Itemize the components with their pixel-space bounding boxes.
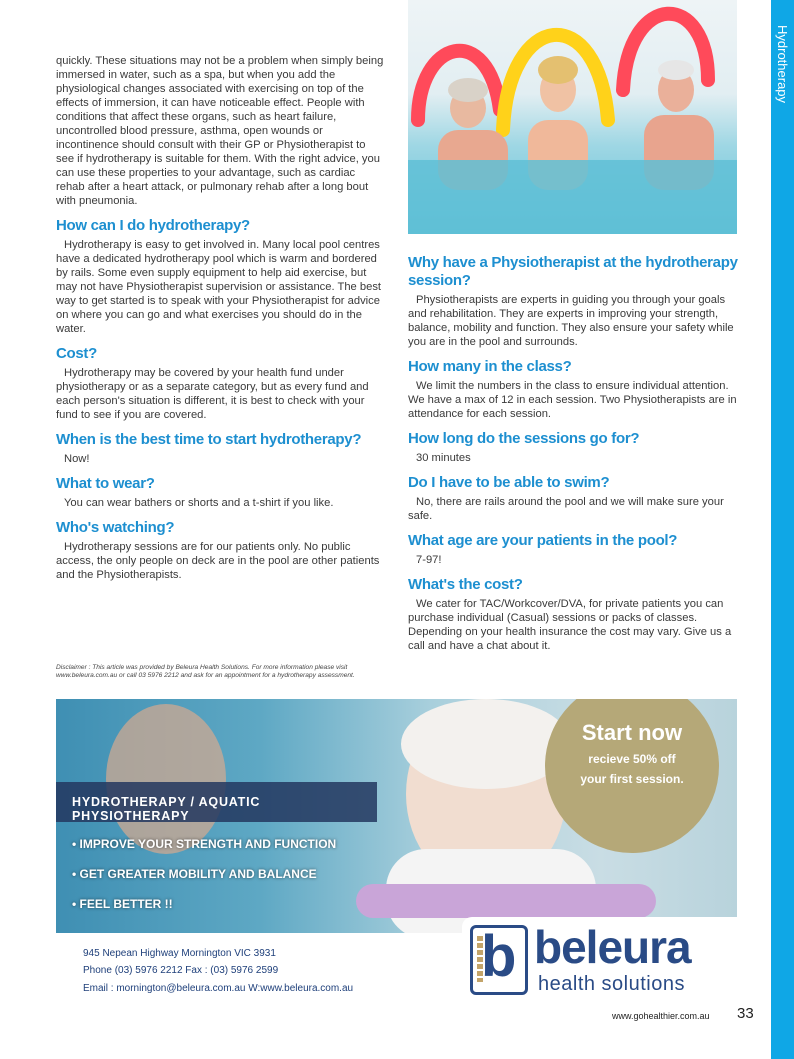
pool-illustration (408, 0, 737, 234)
body-how-many: We limit the numbers in the class to ensure individual attention. We have a max of 12 in each session. Two Physiotherapists are in attendance for each session. (408, 380, 737, 420)
intro-paragraph: quickly. These situations may not be a problem when simply being immersed in water, such as a spa, but when you add the physiological changes associated with exercising on top of the effects of immersion, it can have noticeable effect. People with conditions that affect these organs, such as heart failure, uncontrolled blood pressure, asthma, open wounds or incontinence should consult with their GP or Physiotherapist to see if hydrotherapy is suitable for them. With the right advice, you can use these properties to your advantage, such as cardiac rehab after a heart attack, or pulmonary rehab after a long bout with pneumonia. (56, 55, 384, 207)
logo-mark-letter: b (481, 924, 517, 989)
section-title: Hydrotherapy (775, 25, 790, 104)
heading-how-many: How many in the class? (408, 358, 572, 375)
heading-how-can-i: How can I do hydrotherapy? (56, 217, 250, 234)
heading-whos-watching: Who's watching? (56, 519, 175, 536)
ad-banner (56, 699, 737, 933)
heading-cost: Cost? (56, 345, 97, 362)
page-number: 33 (737, 1005, 754, 1022)
side-tab (771, 0, 794, 1059)
right-column (408, 245, 740, 659)
body-what-to-wear: You can wear bathers or shorts and a t-shirt if you like. (64, 497, 334, 509)
offer-line2: your first session. (580, 772, 684, 786)
heading-best-time: When is the best time to start hydrotherapy? (56, 431, 362, 448)
footer-url: www.gohealthier.com.au (612, 1011, 710, 1021)
pool-photo-top (408, 0, 737, 234)
side-tab-label (771, 0, 794, 140)
contact-email: Email : mornington@beleura.com.au W:www.beleura.com.au (83, 983, 354, 994)
body-swim: No, there are rails around the pool and we will make sure your safe. (408, 496, 724, 522)
heading-why-physio: Why have a Physiotherapist at the hydrotherapy session? (408, 254, 738, 289)
body-whos-watching: Hydrotherapy sessions are for our patients only. No public access, the only people on deck are in the pool are other patients and the Physiotherapists. (56, 541, 380, 581)
body-why-physio: Physiotherapists are experts in guiding you through your goals and rehabilitation. They are experts in improving your strength, balance, mobility and function. They also ensure your safety while you are in the pool and surrounds. (408, 294, 734, 348)
contact-address: 945 Nepean Highway Mornington VIC 3931 (83, 948, 276, 959)
logo-name: beleura (534, 921, 691, 973)
body-how-long: 30 minutes (416, 452, 471, 464)
offer-title: Start now (581, 720, 683, 745)
body-best-time: Now! (64, 453, 90, 465)
left-column (56, 54, 384, 588)
heading-how-long: How long do the sessions go for? (408, 430, 640, 447)
heading-age: What age are your patients in the pool? (408, 532, 678, 549)
body-how-can-i: Hydrotherapy is easy to get involved in. Many local pool centres have a dedicated hydrotherapy pool which is warm and bordered by rails. Some even supply equipment to help aid exercise, but may not have Physiotherapist supervision or assistance. The best way to get started is to speak with your Physiotherapist for advice on where you can go and what exercises you should do in the water. (56, 239, 382, 335)
contact-phone: Phone (03) 5976 2212 Fax : (03) 5976 2599 (83, 965, 279, 976)
heading-swim: Do I have to be able to swim? (408, 474, 610, 491)
banner-bullet-feel: • FEEL BETTER !! (72, 897, 173, 911)
heading-what-to-wear: What to wear? (56, 475, 155, 492)
body-age: 7-97! (416, 554, 442, 566)
banner-bullet-strength: • IMPROVE YOUR STRENGTH AND FUNCTION (72, 837, 337, 851)
beleura-logo (462, 917, 737, 997)
banner-title-box (56, 782, 377, 822)
logo-mark (470, 925, 528, 995)
disclaimer: Disclaimer : This article was provided by Beleura Health Solutions. For more information please visit www.beleura.com.au or call 03 5976 2212 and ask for an appointment for a hydrotherapy assessment. (56, 664, 355, 679)
offer-line1: recieve 50% off (588, 752, 676, 766)
body-cost-right: We cater for TAC/Workcover/DVA, for private patients you can purchase individual (Casual) sessions or packs of classes. Depending on your health insurance the cost may vary. Give us a call and have a chat about it. (408, 598, 732, 652)
banner-bullet-mobility: • GET GREATER MOBILITY AND BALANCE (72, 867, 317, 881)
logo-tagline: health solutions (538, 973, 685, 995)
banner-title: HYDROTHERAPY / AQUATIC PHYSIOTHERAPY (72, 795, 261, 823)
heading-cost-right: What's the cost? (408, 576, 523, 593)
body-cost: Hydrotherapy may be covered by your health fund under physiotherapy or as a separate category, but as every fund and each person's situation is different, it is best to check with your fund to see if you are covered. (56, 367, 369, 421)
